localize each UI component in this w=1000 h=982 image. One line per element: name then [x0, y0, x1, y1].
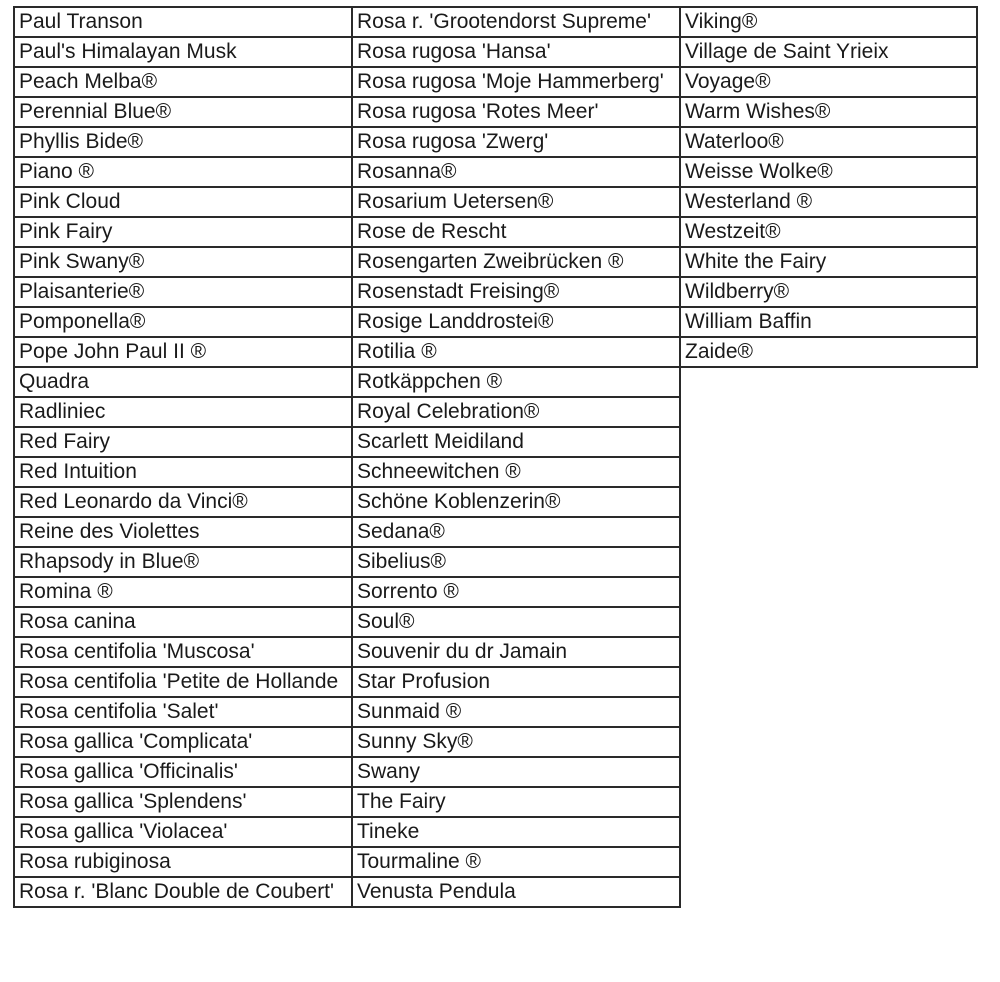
rose-name-cell: Voyage® — [680, 67, 977, 97]
rose-name-cell: William Baffin — [680, 307, 977, 337]
rose-name-cell: Paul's Himalayan Musk — [14, 37, 352, 67]
rose-name-cell: Rotilia ® — [352, 337, 680, 367]
table-row — [14, 517, 352, 547]
rose-name-cell: Rosanna® — [352, 157, 680, 187]
table-row — [352, 877, 680, 907]
table-row — [680, 7, 977, 37]
table-row — [352, 727, 680, 757]
table-row — [14, 7, 352, 37]
table-row — [352, 517, 680, 547]
rose-name-cell: Rhapsody in Blue® — [14, 547, 352, 577]
rose-name-cell: Pink Fairy — [14, 217, 352, 247]
rose-name-cell: Sorrento ® — [352, 577, 680, 607]
table-row — [352, 37, 680, 67]
rose-name-cell: Star Profusion — [352, 667, 680, 697]
rose-name-cell: Red Fairy — [14, 427, 352, 457]
rose-name-cell: Rotkäppchen ® — [352, 367, 680, 397]
table-row — [14, 787, 352, 817]
table-row — [14, 97, 352, 127]
rose-name-cell: Sibelius® — [352, 547, 680, 577]
rose-name-cell: Tineke — [352, 817, 680, 847]
rose-name-cell: Paul Transon — [14, 7, 352, 37]
table-row — [14, 877, 352, 907]
rose-name-cell: Westzeit® — [680, 217, 977, 247]
table-row — [352, 97, 680, 127]
table-row — [352, 457, 680, 487]
rose-name-cell: Peach Melba® — [14, 67, 352, 97]
rose-list-column-3 — [679, 6, 978, 368]
rose-name-cell: Rosa gallica 'Violacea' — [14, 817, 352, 847]
table-row — [14, 187, 352, 217]
table-row — [352, 337, 680, 367]
table-row — [680, 307, 977, 337]
table-row — [14, 637, 352, 667]
table-row — [352, 7, 680, 37]
rose-name-cell: Souvenir du dr Jamain — [352, 637, 680, 667]
table-row — [352, 367, 680, 397]
table-row — [680, 337, 977, 367]
table-row — [352, 817, 680, 847]
table-row — [352, 757, 680, 787]
rose-name-cell: Perennial Blue® — [14, 97, 352, 127]
table-row — [14, 697, 352, 727]
table-row — [14, 847, 352, 877]
rose-name-cell: Schneewitchen ® — [352, 457, 680, 487]
table-row — [14, 127, 352, 157]
rose-list-column-1 — [13, 6, 353, 908]
rose-name-cell: Soul® — [352, 607, 680, 637]
rose-name-cell: Sunmaid ® — [352, 697, 680, 727]
rose-name-cell: Red Leonardo da Vinci® — [14, 487, 352, 517]
table-row — [352, 547, 680, 577]
rose-name-cell: Rosa rugosa 'Zwerg' — [352, 127, 680, 157]
rose-name-cell: Quadra — [14, 367, 352, 397]
rose-name-cell: Zaide® — [680, 337, 977, 367]
rose-name-cell: Swany — [352, 757, 680, 787]
table-row — [680, 187, 977, 217]
rose-name-cell: Rosa centifolia 'Salet' — [14, 697, 352, 727]
rose-name-cell: Romina ® — [14, 577, 352, 607]
rose-name-cell: Rosa gallica 'Splendens' — [14, 787, 352, 817]
rose-name-cell: Waterloo® — [680, 127, 977, 157]
table-row — [352, 577, 680, 607]
rose-name-cell: Reine des Violettes — [14, 517, 352, 547]
table-row — [352, 127, 680, 157]
rose-name-cell: Venusta Pendula — [352, 877, 680, 907]
table-row — [680, 217, 977, 247]
rose-name-cell: Rosa centifolia 'Muscosa' — [14, 637, 352, 667]
rose-name-cell: Rosa rugosa 'Rotes Meer' — [352, 97, 680, 127]
rose-name-cell: Rosa gallica 'Officinalis' — [14, 757, 352, 787]
rose-name-cell: Plaisanterie® — [14, 277, 352, 307]
table-row — [14, 727, 352, 757]
table-row — [352, 697, 680, 727]
table-row — [352, 217, 680, 247]
table-row — [14, 247, 352, 277]
rose-name-cell: Sunny Sky® — [352, 727, 680, 757]
table-row — [14, 577, 352, 607]
rose-name-cell: Rosengarten Zweibrücken ® — [352, 247, 680, 277]
rose-name-cell: Wildberry® — [680, 277, 977, 307]
rose-name-cell: Piano ® — [14, 157, 352, 187]
rose-name-cell: Pope John Paul II ® — [14, 337, 352, 367]
table-row — [352, 637, 680, 667]
table-row — [14, 817, 352, 847]
table-row — [14, 67, 352, 97]
table-row — [352, 397, 680, 427]
rose-name-cell: Pink Cloud — [14, 187, 352, 217]
table-row — [14, 757, 352, 787]
table-row — [14, 367, 352, 397]
rose-name-cell: Viking® — [680, 7, 977, 37]
table-row — [14, 307, 352, 337]
table-row — [14, 37, 352, 67]
rose-name-cell: Tourmaline ® — [352, 847, 680, 877]
rose-name-cell: Pink Swany® — [14, 247, 352, 277]
rose-name-cell: Red Intuition — [14, 457, 352, 487]
table-row — [352, 487, 680, 517]
table-row — [14, 547, 352, 577]
rose-name-cell: Sedana® — [352, 517, 680, 547]
table-row — [680, 97, 977, 127]
table-row — [14, 217, 352, 247]
table-row — [352, 607, 680, 637]
table-row — [14, 457, 352, 487]
rose-name-cell: Village de Saint Yrieix — [680, 37, 977, 67]
table-row — [352, 787, 680, 817]
table-row — [680, 157, 977, 187]
table-row — [352, 277, 680, 307]
table-row — [14, 427, 352, 457]
rose-name-cell: Rosa gallica 'Complicata' — [14, 727, 352, 757]
table-row — [680, 277, 977, 307]
rose-name-cell: Westerland ® — [680, 187, 977, 217]
table-row — [14, 397, 352, 427]
rose-name-cell: Weisse Wolke® — [680, 157, 977, 187]
rose-name-cell: Rosige Landdrostei® — [352, 307, 680, 337]
table-row — [352, 667, 680, 697]
table-row — [14, 667, 352, 697]
rose-name-cell: Rosarium Uetersen® — [352, 187, 680, 217]
table-row — [680, 37, 977, 67]
rose-name-cell: White the Fairy — [680, 247, 977, 277]
table-row — [352, 157, 680, 187]
table-row — [14, 607, 352, 637]
rose-name-cell: Scarlett Meidiland — [352, 427, 680, 457]
table-row — [14, 157, 352, 187]
rose-name-cell: Pomponella® — [14, 307, 352, 337]
table-row — [352, 67, 680, 97]
table-row — [14, 337, 352, 367]
table-row — [352, 847, 680, 877]
table-row — [352, 307, 680, 337]
rose-name-cell: Rosa rubiginosa — [14, 847, 352, 877]
rose-name-cell: Royal Celebration® — [352, 397, 680, 427]
rose-name-cell: Rosa centifolia 'Petite de Hollande — [14, 667, 352, 697]
table-row — [680, 247, 977, 277]
rose-name-cell: Phyllis Bide® — [14, 127, 352, 157]
table-row — [680, 67, 977, 97]
rose-name-cell: Rose de Rescht — [352, 217, 680, 247]
table-row — [352, 427, 680, 457]
table-row — [14, 487, 352, 517]
rose-name-cell: Rosa rugosa 'Hansa' — [352, 37, 680, 67]
rose-list-column-2 — [351, 6, 681, 908]
table-row — [352, 187, 680, 217]
rose-name-cell: Warm Wishes® — [680, 97, 977, 127]
rose-name-cell: The Fairy — [352, 787, 680, 817]
rose-name-cell: Rosa r. 'Blanc Double de Coubert' — [14, 877, 352, 907]
rose-name-cell: Radliniec — [14, 397, 352, 427]
rose-name-cell: Rosa rugosa 'Moje Hammerberg' — [352, 67, 680, 97]
table-row — [352, 247, 680, 277]
table-row — [14, 277, 352, 307]
rose-name-cell: Rosa r. 'Grootendorst Supreme' — [352, 7, 680, 37]
rose-name-cell: Rosenstadt Freising® — [352, 277, 680, 307]
rose-name-cell: Schöne Koblenzerin® — [352, 487, 680, 517]
table-row — [680, 127, 977, 157]
rose-name-cell: Rosa canina — [14, 607, 352, 637]
